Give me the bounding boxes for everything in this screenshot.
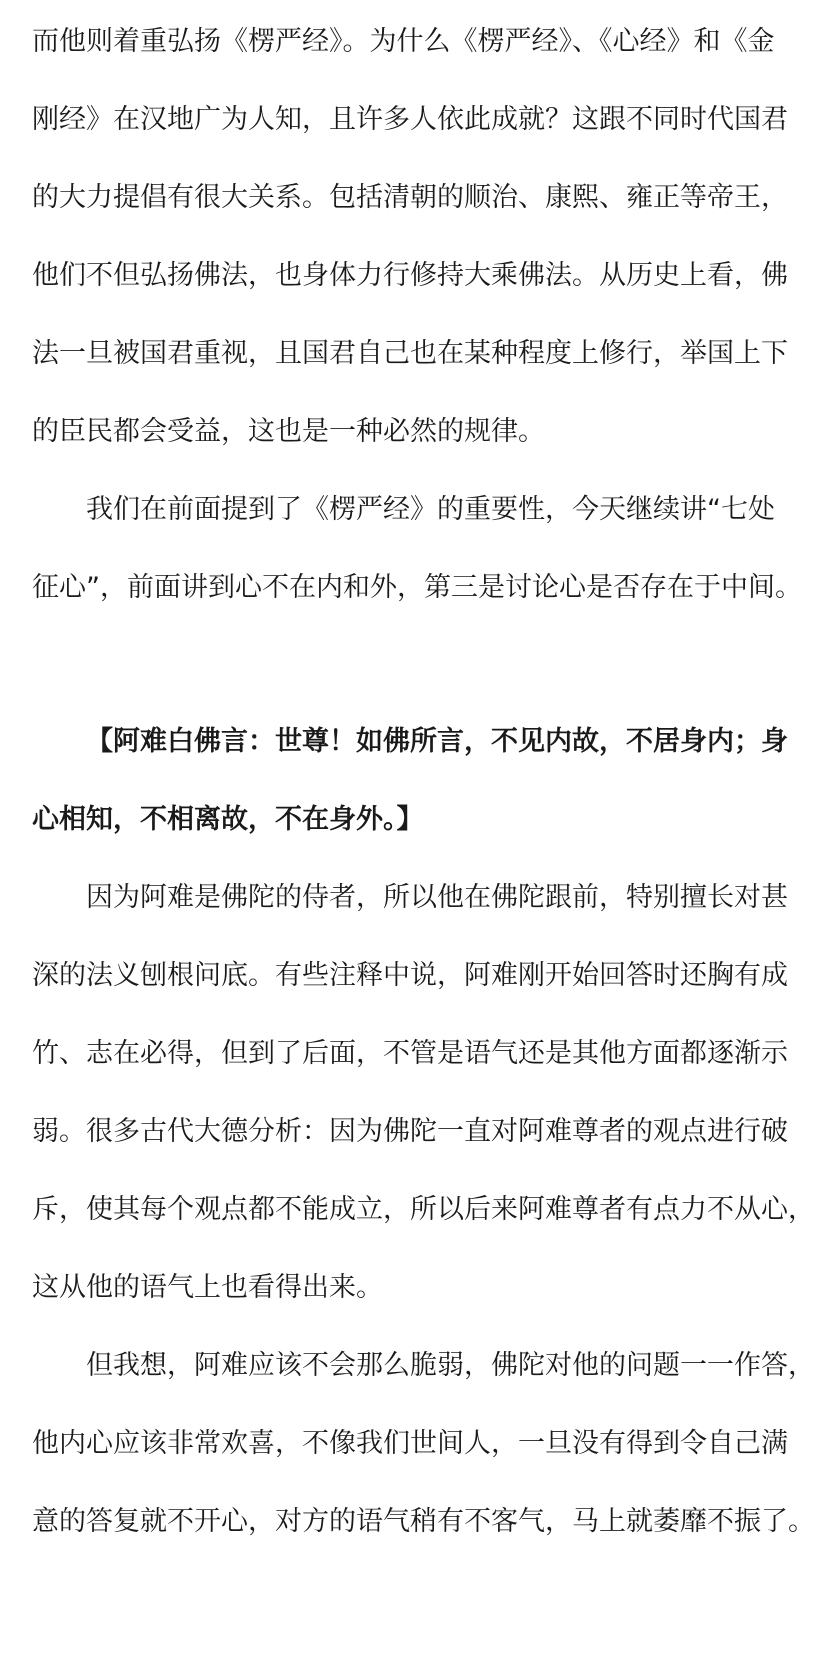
text-line: 斥，使其每个观点都不能成立，所以后来阿难尊者有点力不从心，	[32, 1194, 815, 1225]
text-line: 的大力提倡有很大关系。包括清朝的顺治、康熙、雍正等帝王，	[32, 182, 788, 213]
text-line: 的臣民都会受益，这也是一种必然的规律。	[32, 416, 545, 447]
text-line: 而他则着重弘扬《楞严经》。为什么《楞严经》、《心经》和《金	[32, 26, 775, 57]
text-line: 但我想，阿难应该不会那么脆弱，佛陀对他的问题一一作答，	[86, 1350, 815, 1381]
text-line: 我们在前面提到了《楞严经》的重要性，今天继续讲“七处	[86, 494, 775, 525]
text-line: 他内心应该非常欢喜，不像我们世间人，一旦没有得到令自己满	[32, 1428, 788, 1459]
quote-line: 【阿难白佛言：世尊！如佛所言，不见内故，不居身内；身	[86, 726, 788, 757]
text-line: 因为阿难是佛陀的侍者，所以他在佛陀跟前，特别擅长对甚	[86, 882, 788, 913]
text-line: 这从他的语气上也看得出来。	[32, 1272, 383, 1303]
text-line: 竹、志在必得，但到了后面，不管是语气还是其他方面都逐渐示	[32, 1038, 788, 1069]
text-line: 意的答复就不开心，对方的语气稍有不客气，马上就萎靡不振了。	[32, 1506, 815, 1537]
text-line: 他们不但弘扬佛法，也身体力行修持大乘佛法。从历史上看，佛	[32, 260, 788, 291]
text-line: 刚经》在汉地广为人知，且许多人依此成就？这跟不同时代国君	[32, 104, 788, 135]
text-line: 弱。很多古代大德分析：因为佛陀一直对阿难尊者的观点进行破	[32, 1116, 788, 1147]
quote-line: 心相知，不相离故，不在身外。】	[32, 804, 424, 835]
text-line: 深的法义刨根问底。有些注释中说，阿难刚开始回答时还胸有成	[32, 960, 788, 991]
text-line: 征心”，前面讲到心不在内和外，第三是讨论心是否存在于中间。	[32, 572, 802, 603]
text-line: 法一旦被国君重视，且国君自己也在某种程度上修行，举国上下	[32, 338, 788, 369]
